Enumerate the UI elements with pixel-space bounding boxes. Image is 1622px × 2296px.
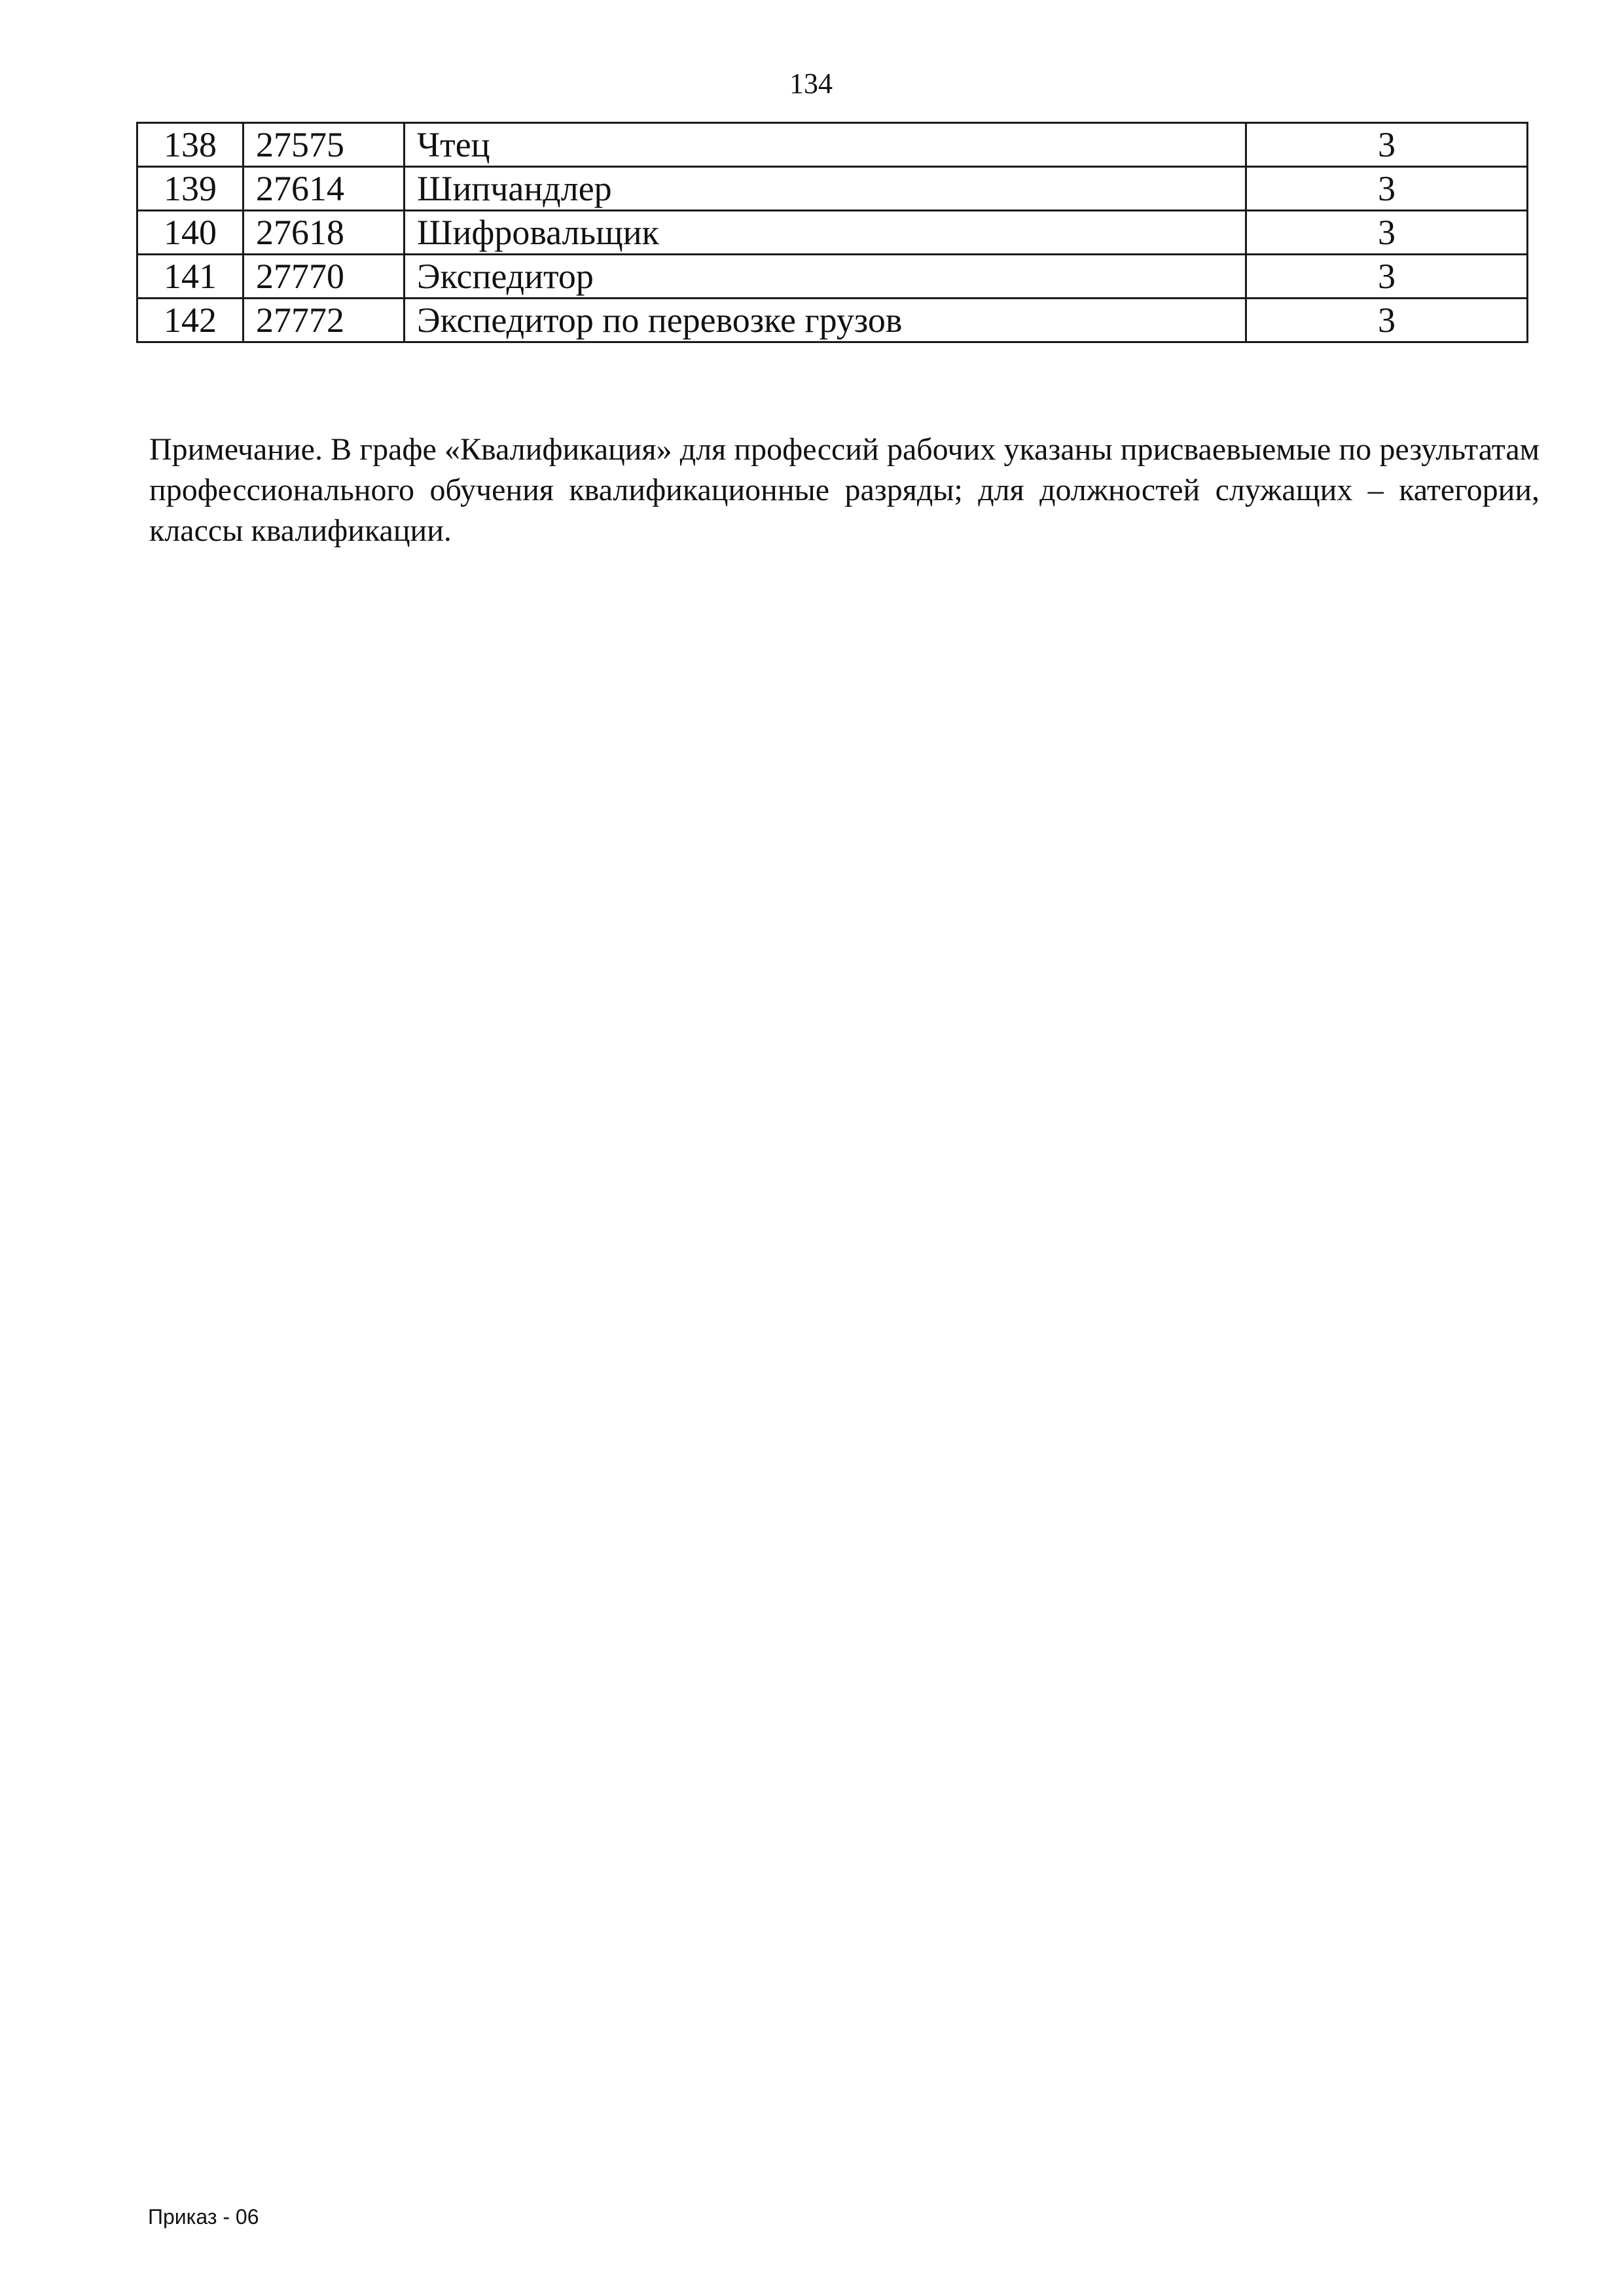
- row-number: 141: [137, 255, 243, 299]
- document-footer: Приказ - 06: [148, 2205, 259, 2229]
- note-paragraph: Примечание. В графе «Квалификация» для профессий рабочих указаны присваевыемые по результатам профессионального обучения квалификационные разряды; для должностей служащих – категории, классы квалификации.: [149, 432, 1540, 548]
- profession-name: Шифровальщик: [405, 211, 1246, 255]
- qualification: 3: [1246, 167, 1528, 211]
- profession-name: Экспедитор: [405, 255, 1246, 299]
- profession-code: 27575: [243, 123, 405, 167]
- qualification: 3: [1246, 123, 1528, 167]
- profession-code: 27770: [243, 255, 405, 299]
- table-row: [137, 167, 1528, 211]
- profession-name: Чтец: [405, 123, 1246, 167]
- table-row: [137, 255, 1528, 299]
- qualification: 3: [1246, 255, 1528, 299]
- table-row: [137, 211, 1528, 255]
- row-number: 142: [137, 299, 243, 342]
- profession-name: Экспедитор по перевозке грузов: [405, 299, 1246, 342]
- qualification: 3: [1246, 299, 1528, 342]
- table-row: [137, 299, 1528, 342]
- page-number: 134: [789, 67, 833, 100]
- table-row: [137, 123, 1528, 167]
- qualification: 3: [1246, 211, 1528, 255]
- profession-name: Шипчандлер: [405, 167, 1246, 211]
- row-number: 139: [137, 167, 243, 211]
- profession-code: 27618: [243, 211, 405, 255]
- professions-table: [136, 122, 1526, 343]
- profession-code: 27614: [243, 167, 405, 211]
- profession-code: 27772: [243, 299, 405, 342]
- row-number: 140: [137, 211, 243, 255]
- row-number: 138: [137, 123, 243, 167]
